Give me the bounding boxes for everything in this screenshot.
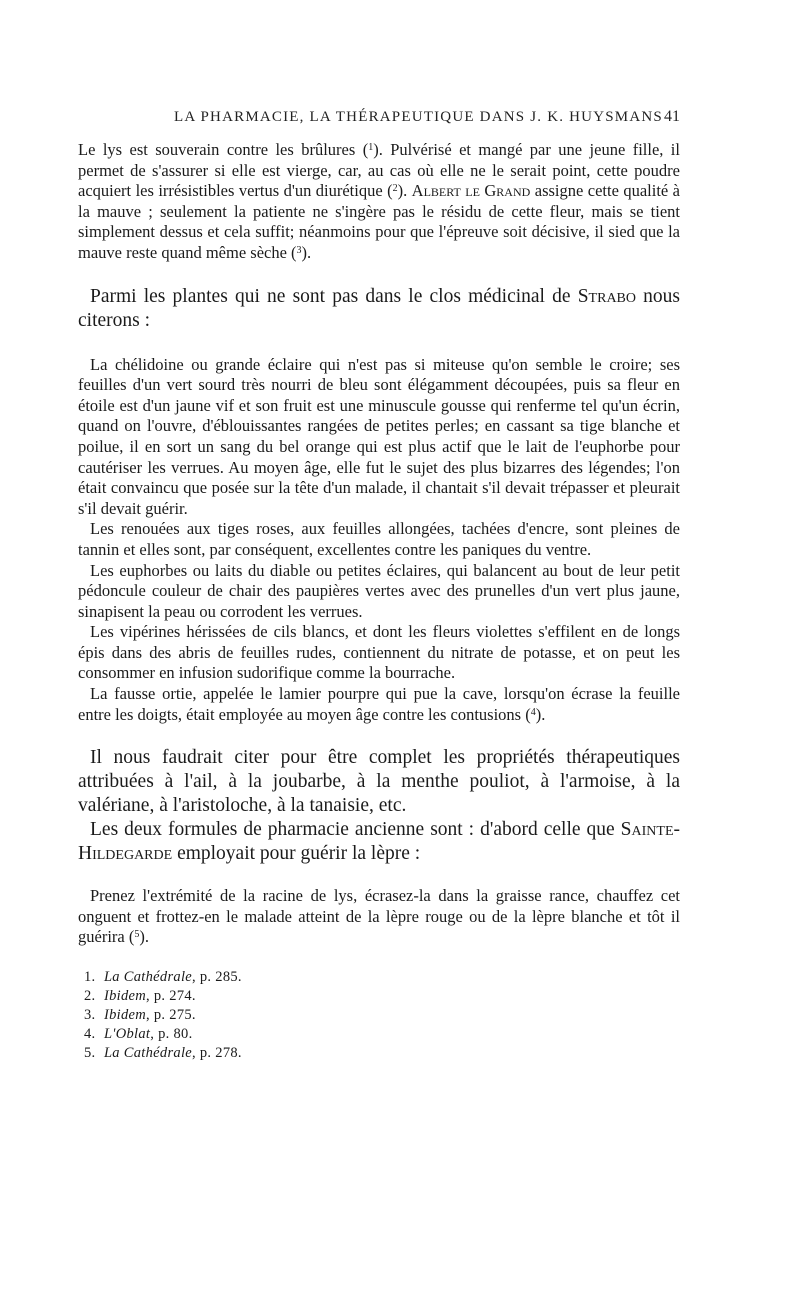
text-run: Le lys est souverain contre les brûlures <box>78 140 363 159</box>
paragraph-formules <box>78 818 680 866</box>
paragraph-proprietes: Il nous faudrait citer pour être complet les propriétés thérapeutiques attribuées à l'ail, à la joubarbe, à la menthe pouliot, à l'armoise, à la valériane, à l'aristoloche, à la tanaisie, etc. <box>78 747 680 817</box>
paragraph-parmi <box>78 285 680 333</box>
paragraph-recette: Prenez l'extrémité de la racine de lys, écrasez-la dans la graisse rance, chauffez cet onguent et frottez-en le malade atteint de la lèpre rouge ou de la lèpre blanche et tôt il guérira ($^5$). <box>78 886 680 947</box>
footnote-title: La Cathédrale <box>103 1045 193 1062</box>
footnote <box>84 1006 680 1025</box>
paragraph-chelidoine: La chélidoine ou grande éclaire qui n'est pas si miteuse qu'on semble le croire; ses feuilles d'un vert sourd très nourri de bleu sont élégamment découpées, puis sa fleur en étoile est d'un jaune vif et son fruit est une minuscule gousse qui renferme tel qu'un écrin, quand on l'ouvre, d'éblouissantes rangées de petites perles; en cassant sa tige blanche et poilue, il en sort un sang du bel orange qui est plus actif que le lait de l'euphorbe pour cautériser les verrues. Au moyen âge, elle fut le sujet des plus bizarres des légendes; l'on était convaincu que posée sur la tête d'un malade, il chantait s'il devait trépasser et pleurait s'il devait guérir. <box>78 354 680 518</box>
footnote-number: 4. <box>84 1026 96 1043</box>
paragraph-fausse-ortie: La fausse ortie, appelée le lamier pourpre qui pue la cave, lorsqu'on écrase la feuille entre les doigts, était employée au moyen âge contre les contusions ($^4$). <box>78 684 680 724</box>
footnote-title: La Cathédrale <box>103 969 193 986</box>
book-page <box>78 108 680 1063</box>
page-number: 41 <box>664 108 680 125</box>
text-run: . <box>144 927 149 947</box>
text-run: . <box>541 704 546 724</box>
footnotes <box>78 968 680 1063</box>
text-run: Parmi les plantes qui ne sont pas dans le clos médicinal de <box>90 285 578 307</box>
footnote-ref-5: 5 <box>134 929 140 941</box>
paragraph-euphorbes: Les euphorbes ou laits du diable ou petites éclaires, qui balancent au bout de leur petit pédoncule couleur de chair des paupières vertes avec des prunelles d'un vert plus jaune, sinapisent la peau ou corrodent les verrues. <box>78 560 680 621</box>
footnote <box>84 1025 680 1044</box>
footnote-number: 5. <box>84 1045 96 1062</box>
paragraph-viperines: Les vipérines hérissées de cils blancs, et dont les fleurs violettes s'effilent en de longs épis dans des abris de feuilles rudes, contiennent du nitrate de potasse, et on peut les consommer en infusion sudorifique comme la bourrache. <box>78 622 680 683</box>
text-run: Prenez l'extrémité de la racine de lys, écrasez-la dans la graisse rance, chauffez cet onguent et frottez-en le malade atteint de la lèpre rouge ou de la lèpre blanche et tôt il guérira <box>78 886 680 947</box>
footnote-page: , p. 278. <box>192 1045 242 1062</box>
text-run: . <box>307 242 312 262</box>
text-run: Les deux formules de pharmacie ancienne sont : d'abord celle que <box>90 819 621 841</box>
author-name: Sainte-Hildegarde <box>78 819 680 865</box>
text-run: assigne cette qualité à la mauve ; seulement la patiente ne s'ingère pas le résidu de cette fleur, mais se tient simplement dessus et cela suffit; néanmoins pour que l'épreuve soit décisive, il sied que la mauve reste quand même sèche <box>78 181 680 262</box>
text-run: . <box>403 181 412 201</box>
footnote-number: 2. <box>84 988 96 1005</box>
author-name: Albert le Grand <box>411 181 531 201</box>
footnote <box>84 1044 680 1063</box>
footnote-title: Ibidem <box>103 988 147 1005</box>
footnote-page: , p. 275. <box>146 1007 196 1024</box>
footnote-ref-1: 1 <box>368 142 374 153</box>
footnote-title: Ibidem <box>103 1007 147 1024</box>
footnote-number: 3. <box>84 1007 96 1024</box>
footnote <box>84 968 680 987</box>
footnote-page: , p. 285. <box>192 969 242 986</box>
footnote-title: L'Oblat <box>103 1026 151 1043</box>
text-run: . Pulvérisé et mangé par une jeune fille, il permet de s'assurer si elle est vierge, car, au cas où elle ne le serait point, cette poudre acquiert les irrésistibles vertus d'un diurétique <box>78 140 680 201</box>
paragraph-renouees: Les renouées aux tiges roses, aux feuilles allongées, tachées d'encre, sont pleines de tannin et elles sont, par conséquent, excellentes contre les paniques du ventre. <box>78 519 680 559</box>
footnote-ref-2: 2 <box>392 183 398 195</box>
paragraph-lys: Le lys est souverain contre les brûlures ($^1$). Pulvérisé et mangé par une jeune fille, il permet de s'assurer si elle est vierge, car, au cas où elle ne le serait point, cette poudre acquiert les irrésistibles vertus d'un diurétique ($^2$). Albert le Grand assigne cette qualité à la mauve ; seulement la patiente ne s'ingère pas le résidu de cette fleur, mais se tient simplement dessus et cela suffit; néanmoins pour que l'épreuve soit décisive, il sied que la mauve reste quand même sèche ($^3$). <box>78 140 680 262</box>
text-run: nous citerons : <box>78 285 680 331</box>
running-header <box>78 108 680 126</box>
footnote-page: , p. 80. <box>150 1026 193 1043</box>
text-run: La fausse ortie, appelée le lamier pourpre qui pue la cave, lorsqu'on écrase la feuille entre les doigts, était employée au moyen âge contre les contusions <box>78 684 680 724</box>
footnote <box>84 987 680 1006</box>
footnote-ref-3: 3 <box>296 244 302 256</box>
footnote-number: 1. <box>84 969 96 986</box>
running-title: LA PHARMACIE, LA THÉRAPEUTIQUE DANS J. K. HUYSMANS <box>174 109 663 125</box>
author-name: Strabo <box>577 285 636 307</box>
footnote-page: , p. 274. <box>146 988 196 1005</box>
text-run: employait pour guérir la lèpre : <box>172 843 421 865</box>
footnote-ref-4: 4 <box>530 706 536 718</box>
